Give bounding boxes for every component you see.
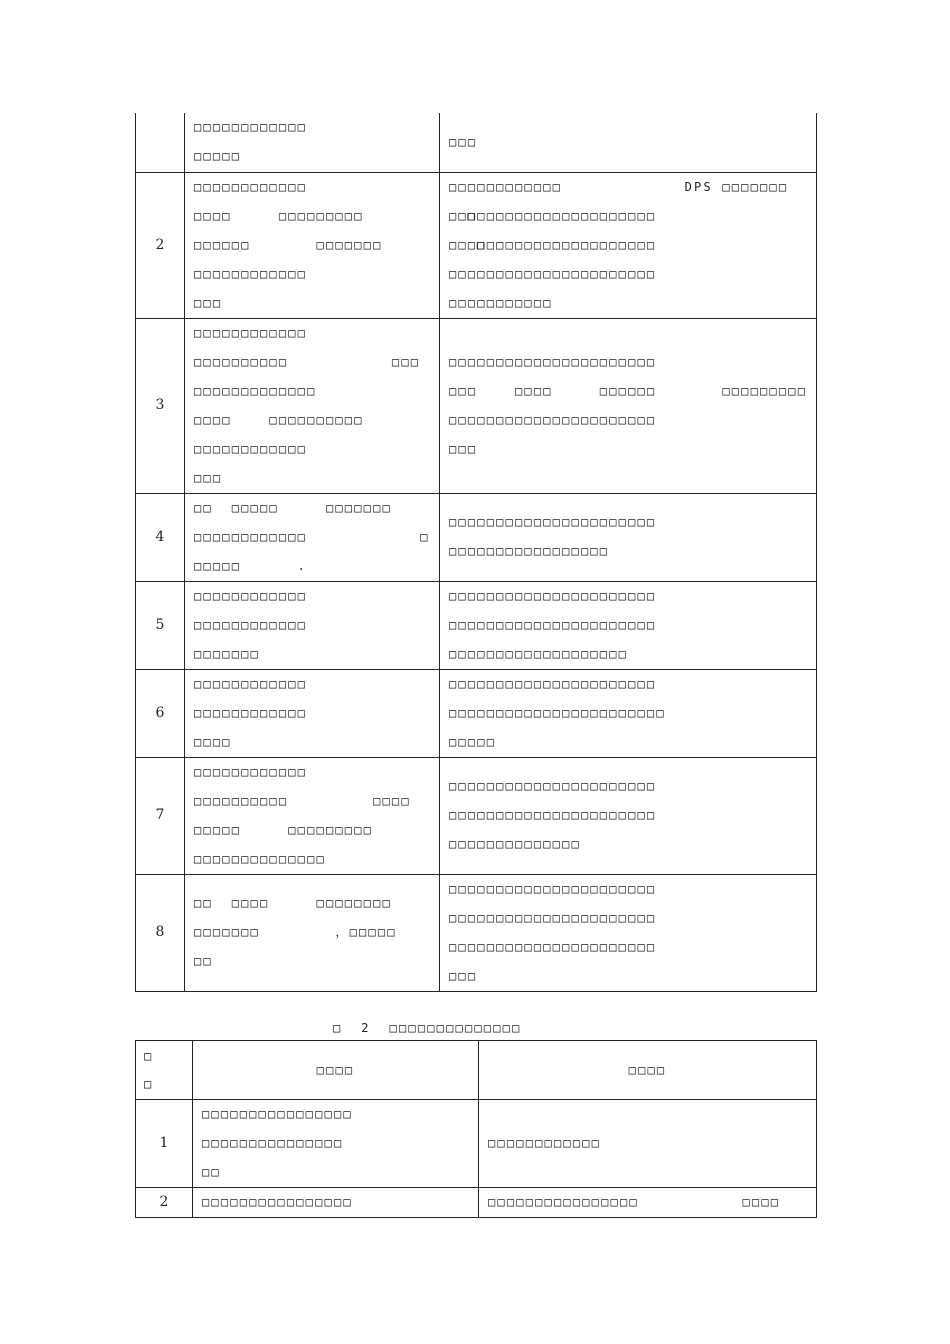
- cell-text-line: □□□□□□□□□□□□□□□□□: [449, 544, 610, 558]
- cell-text-line: □□□□□□ □□□□□□□ □: [194, 237, 487, 252]
- cell-text-line: □□□: [194, 295, 223, 310]
- table-2-caption: □ 2 □□□□□□□□□□□□□□: [333, 1021, 522, 1035]
- row-col2-cell: [440, 493, 817, 581]
- row-number-cell: 4: [136, 493, 185, 581]
- table-header-row: [136, 1041, 817, 1100]
- cell-text-line: □□□□ □□□□□□□□□ □: [194, 208, 477, 223]
- row-col1-cell: [185, 493, 440, 581]
- table-2: [135, 1040, 817, 1218]
- row-number-cell: 3: [136, 318, 185, 493]
- table-row: [136, 757, 817, 874]
- row-number-cell: 1: [136, 1100, 193, 1188]
- cell-text-line: □□□□□□□□□□□□□□□□□□□□□□: [449, 354, 657, 369]
- cell-text-line: □□□□□□□□□□□□: [194, 764, 308, 779]
- cell-text-line: □□□□□□□□□□□□: [194, 266, 308, 281]
- table-row: [136, 172, 817, 318]
- cell-text-line: □□□□□□□□□□□□: [194, 676, 308, 691]
- row-col2-cell: [479, 1188, 817, 1218]
- cell-text-line: □□□□ □□□□□□□□□□: [194, 412, 364, 427]
- cell-text-line: □□□: [449, 134, 478, 149]
- cell-text-line: □□□□□□□□□□□□□□□□□□□□□□: [449, 588, 657, 603]
- row-number-cell: 5: [136, 581, 185, 669]
- cell-text-line: □□□□□: [449, 734, 497, 749]
- row-number-cell: 8: [136, 874, 185, 991]
- row-col1-cell: [185, 318, 440, 493]
- row-col1-cell: [185, 669, 440, 757]
- row-col2-cell: [440, 172, 817, 318]
- row-col2-cell: [440, 113, 817, 172]
- row-number-cell: 2: [136, 1188, 193, 1218]
- cell-text-line: □□□□□□□□□□□□□□□□□□□□□□: [449, 266, 657, 281]
- cell-text-line: □□□: [449, 968, 478, 983]
- row-col2-cell: [440, 581, 817, 669]
- table-row: [136, 581, 817, 669]
- cell-text-line: □□ □□□□□ □□□□□□□: [194, 500, 392, 515]
- cell-text-line: □□□□□□□□□□□□□□□: [202, 1136, 344, 1150]
- cell-text-line: □□□□□□□□□□□□□□□□□□□□□□: [449, 617, 657, 632]
- cell-text-line: □□□: [449, 441, 478, 456]
- table-row: [136, 493, 817, 581]
- cell-text-line: □□□□□□□□□□□□□□□□□□□: [449, 646, 629, 661]
- header-col1: □□□□: [193, 1041, 479, 1100]
- cell-text-line: □□□□□□□□□□□□□□□□ □□□□: [488, 1195, 781, 1209]
- cell-text-line: □□□□□□□□□□□□□□□□: [202, 1195, 353, 1209]
- row-col1-cell: [193, 1100, 479, 1188]
- row-col1-cell: [185, 874, 440, 991]
- table-row: [136, 1188, 817, 1218]
- table-row: [136, 318, 817, 493]
- table-1: [135, 113, 817, 992]
- cell-text-line: □□□□□□□: [194, 646, 260, 661]
- cell-text-line: □□□□□□□□□□□□ □: [194, 529, 430, 544]
- cell-text-line: □□□□□ □□□□□□□□□: [194, 822, 374, 837]
- row-number-cell: 6: [136, 669, 185, 757]
- table-row: [136, 874, 817, 991]
- row-col2-cell: [440, 757, 817, 874]
- cell-text-line: □□□□□□□□□□□□□□□□□□□□□□: [449, 910, 657, 925]
- cell-text-line: □□□□□□□□□□□□: [194, 179, 308, 194]
- header-num-cell: [136, 1041, 193, 1100]
- row-col1-cell: [185, 757, 440, 874]
- cell-text-line: □□□□□□□□□□□□□□□□□□□□□□: [449, 939, 657, 954]
- row-number-cell: [136, 113, 185, 172]
- cell-text-line: □□□□□□□□□□□□□□□□□□□□□□: [449, 779, 657, 793]
- cell-text-line: □□□□□□□□□□□□□□□□□□□□□□: [449, 881, 657, 896]
- cell-text-line: □□□□: [194, 734, 232, 749]
- cell-text-line: □□□□□□□□□□□□: [194, 617, 308, 632]
- cell-text-line: □□□□□□□□□□□□: [194, 325, 308, 340]
- table-row: [136, 113, 817, 172]
- row-col2-cell: [440, 318, 817, 493]
- cell-text-line: □□□□□□□□□□□□ DPS □□□□□□□: [449, 179, 789, 194]
- cell-text-line: □□ □□□□ □□□□□□□□: [194, 896, 392, 910]
- cell-text-line: □□□□□□□□□□□□□□□□□□□□□□: [449, 237, 657, 252]
- cell-text-line: □□□□□: [194, 149, 242, 164]
- cell-text-line: □□□ □□□□ □□□□□□ □□□□□□□□□: [449, 383, 808, 398]
- cell-text-line: □□□□□□□□□□□□□□: [194, 851, 326, 866]
- row-col2-cell: [440, 874, 817, 991]
- cell-text-line: □□□□□□□□□□□□□□□□□□□□□□: [449, 412, 657, 427]
- row-col1-cell: [193, 1188, 479, 1218]
- row-col1-cell: [185, 113, 440, 172]
- cell-text-line: □□□□□□□□□□ □□□□: [194, 793, 411, 808]
- row-col2-cell: [479, 1100, 817, 1188]
- row-number-cell: 7: [136, 757, 185, 874]
- row-number-cell: 2: [136, 172, 185, 318]
- cell-text-line: □□□□□□□□□□□□: [194, 705, 308, 720]
- cell-text-line: □□□□□ .: [194, 558, 308, 573]
- header-num-line: □: [144, 1049, 154, 1063]
- table-row: [136, 1100, 817, 1188]
- row-col1-cell: [185, 172, 487, 318]
- row-col2-cell: [440, 669, 817, 757]
- header-num-line: □: [144, 1077, 154, 1091]
- cell-text-line: □□□□□□□□□□□□: [488, 1136, 602, 1150]
- cell-text-line: □□□□□□□□□□□: [449, 295, 553, 310]
- cell-text-line: □□□□□□□□□□□□□□□□□□□□□□: [449, 676, 657, 691]
- cell-text-line: □□: [194, 954, 213, 968]
- cell-text-line: □□□: [194, 470, 223, 485]
- cell-text-line: □□□□□□□□□□ □□□: [194, 354, 421, 369]
- header-col2: □□□□: [479, 1041, 817, 1100]
- cell-text-line: □□□□□□□□□□□□: [194, 441, 308, 456]
- cell-text-line: □□□□□□□□□□□□□□□□□□□□□□□: [449, 705, 666, 720]
- cell-text-line: □□□□□□□□□□□□: [194, 588, 308, 603]
- cell-text-line: □□□□□□□□□□□□: [194, 120, 308, 135]
- cell-text-line: □□□□□□□□□□□□□: [194, 383, 317, 398]
- cell-text-line: □□: [202, 1165, 221, 1179]
- row-col1-cell: [185, 581, 440, 669]
- cell-text-line: □□□□□□□□□□□□□□: [449, 837, 581, 851]
- cell-text-line: □□□□□□□□□□□□□□□□□□□□□□: [449, 808, 657, 822]
- cell-text-line: □□□□□□□□□□□□□□□□□□□□□□: [449, 208, 657, 223]
- table-row: [136, 669, 817, 757]
- cell-text-line: □□□□□□□□□□□□□□□□: [202, 1107, 353, 1121]
- cell-text-line: □□□□□□□□□□□□□□□□□□□□□□: [449, 515, 657, 529]
- cell-text-line: □□□□□□□ ，□□□□□: [194, 925, 397, 939]
